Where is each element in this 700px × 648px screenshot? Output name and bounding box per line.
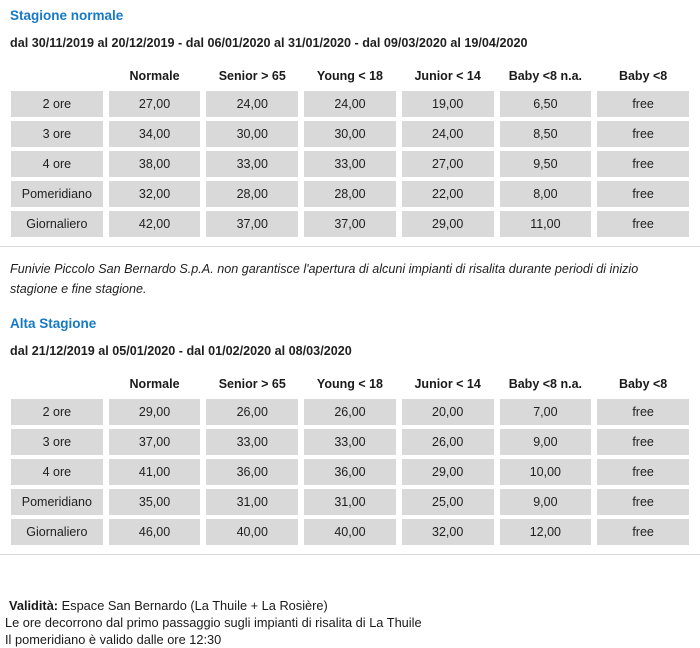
- column-header: Baby <8 n.a.: [508, 377, 583, 392]
- table-row: [11, 489, 689, 515]
- row-label: 2 ore: [11, 91, 103, 117]
- validity-line: [5, 597, 690, 614]
- footer-line-hours: Le ore decorrono dal primo passaggio sugli impianti di risalita di La Thuile: [5, 615, 422, 631]
- price-cell: 33,00: [206, 429, 298, 455]
- price-cell: 29,00: [109, 399, 201, 425]
- column-header: Junior < 14: [414, 69, 481, 83]
- price-cell: 9,00: [500, 489, 592, 515]
- column-header: Normale: [129, 69, 180, 83]
- table-row: [11, 151, 689, 177]
- row-label: Giornaliero: [11, 211, 103, 237]
- column-header: Young < 18: [316, 69, 384, 83]
- price-table-high-season: [5, 366, 695, 549]
- price-cell: 37,00: [206, 211, 298, 237]
- price-cell: 34,00: [109, 121, 201, 147]
- footer-line-afternoon: Il pomeridiano è valido dalle ore 12:30: [5, 632, 222, 648]
- table-row: [11, 399, 689, 425]
- footer-notes: [5, 597, 690, 648]
- price-cell: 26,00: [304, 399, 396, 425]
- price-cell: 29,00: [402, 459, 494, 485]
- validity-text: Espace San Bernardo (La Thuile + La Rosière): [58, 598, 328, 614]
- price-cell: 35,00: [109, 489, 201, 515]
- price-cell: 40,00: [206, 519, 298, 545]
- price-cell: 19,00: [402, 91, 494, 117]
- price-cell: 30,00: [206, 121, 298, 147]
- price-cell: 22,00: [402, 181, 494, 207]
- column-header-empty: [11, 62, 103, 87]
- price-cell: 26,00: [402, 429, 494, 455]
- table-row: [11, 121, 689, 147]
- price-cell: 20,00: [402, 399, 494, 425]
- price-cell: free: [597, 181, 689, 207]
- table-row: [11, 211, 689, 237]
- price-cell: 46,00: [109, 519, 201, 545]
- price-cell: 9,00: [500, 429, 592, 455]
- price-cell: 31,00: [304, 489, 396, 515]
- price-table-normal-season: [5, 58, 695, 241]
- price-cell: 12,00: [500, 519, 592, 545]
- price-cell: 32,00: [109, 181, 201, 207]
- price-cell: free: [597, 399, 689, 425]
- row-label: Pomeridiano: [11, 181, 103, 207]
- table-row: [11, 91, 689, 117]
- price-cell: 33,00: [206, 151, 298, 177]
- table-header-row: [11, 370, 689, 395]
- price-cell: 24,00: [304, 91, 396, 117]
- row-label: Giornaliero: [11, 519, 103, 545]
- divider: [0, 246, 700, 247]
- price-cell: 24,00: [402, 121, 494, 147]
- price-cell: 41,00: [109, 459, 201, 485]
- price-cell: 25,00: [402, 489, 494, 515]
- season-dates-normal: dal 30/11/2019 al 20/12/2019 - dal 06/01/2020 al 31/01/2020 - dal 09/03/2020 al 19/04/2020: [10, 36, 528, 50]
- season-dates-high: dal 21/12/2019 al 05/01/2020 - dal 01/02/2020 al 08/03/2020: [10, 344, 352, 359]
- price-cell: 24,00: [206, 91, 298, 117]
- price-cell: 29,00: [402, 211, 494, 237]
- price-cell: 32,00: [402, 519, 494, 545]
- column-header-empty: [11, 370, 103, 395]
- lift-opening-note: Funivie Piccolo San Bernardo S.p.A. non garantisce l'apertura di alcuni impianti di risalita durante periodi di inizio stagione e fine stagione.: [10, 262, 639, 296]
- table-row: [11, 459, 689, 485]
- price-cell: free: [597, 211, 689, 237]
- price-cell: 11,00: [500, 211, 592, 237]
- price-cell: 38,00: [109, 151, 201, 177]
- price-cell: 33,00: [304, 151, 396, 177]
- row-label: 2 ore: [11, 399, 103, 425]
- price-cell: free: [597, 429, 689, 455]
- price-cell: 28,00: [206, 181, 298, 207]
- price-cell: 8,00: [500, 181, 592, 207]
- price-cell: 30,00: [304, 121, 396, 147]
- validity-label: Validità:: [9, 598, 59, 614]
- row-label: 3 ore: [11, 121, 103, 147]
- price-cell: free: [597, 91, 689, 117]
- section-title-high-season: Alta Stagione: [10, 316, 97, 332]
- table-row: [11, 429, 689, 455]
- row-label: 4 ore: [11, 459, 103, 485]
- row-label: 3 ore: [11, 429, 103, 455]
- price-cell: 27,00: [109, 91, 201, 117]
- table-header-row: [11, 62, 689, 87]
- price-cell: 10,00: [500, 459, 592, 485]
- section-title-normal-season: Stagione normale: [10, 8, 124, 23]
- price-cell: free: [597, 519, 689, 545]
- table-row: [11, 519, 689, 545]
- divider: [0, 554, 700, 555]
- row-label: 4 ore: [11, 151, 103, 177]
- price-cell: 31,00: [206, 489, 298, 515]
- price-cell: 42,00: [109, 211, 201, 237]
- price-cell: free: [597, 121, 689, 147]
- price-cell: 26,00: [206, 399, 298, 425]
- price-cell: 36,00: [304, 459, 396, 485]
- price-cell: 37,00: [109, 429, 201, 455]
- row-label: Pomeridiano: [11, 489, 103, 515]
- price-cell: 8,50: [500, 121, 592, 147]
- column-header: Young < 18: [316, 377, 384, 392]
- price-cell: 6,50: [500, 91, 592, 117]
- price-cell: 9,50: [500, 151, 592, 177]
- table-row: [11, 181, 689, 207]
- price-cell: 40,00: [304, 519, 396, 545]
- price-cell: 28,00: [304, 181, 396, 207]
- price-cell: 27,00: [402, 151, 494, 177]
- price-cell: free: [597, 459, 689, 485]
- column-header: Junior < 14: [414, 377, 481, 392]
- column-header: Senior > 65: [218, 377, 286, 392]
- price-cell: 37,00: [304, 211, 396, 237]
- column-header: Senior > 65: [218, 69, 286, 83]
- column-header: Baby <8 n.a.: [508, 69, 583, 83]
- price-cell: 33,00: [304, 429, 396, 455]
- price-cell: 7,00: [500, 399, 592, 425]
- column-header: Baby <8: [618, 377, 668, 392]
- price-cell: free: [597, 489, 689, 515]
- column-header: Baby <8: [618, 69, 668, 83]
- price-cell: 36,00: [206, 459, 298, 485]
- column-header: Normale: [129, 377, 180, 392]
- price-cell: free: [597, 151, 689, 177]
